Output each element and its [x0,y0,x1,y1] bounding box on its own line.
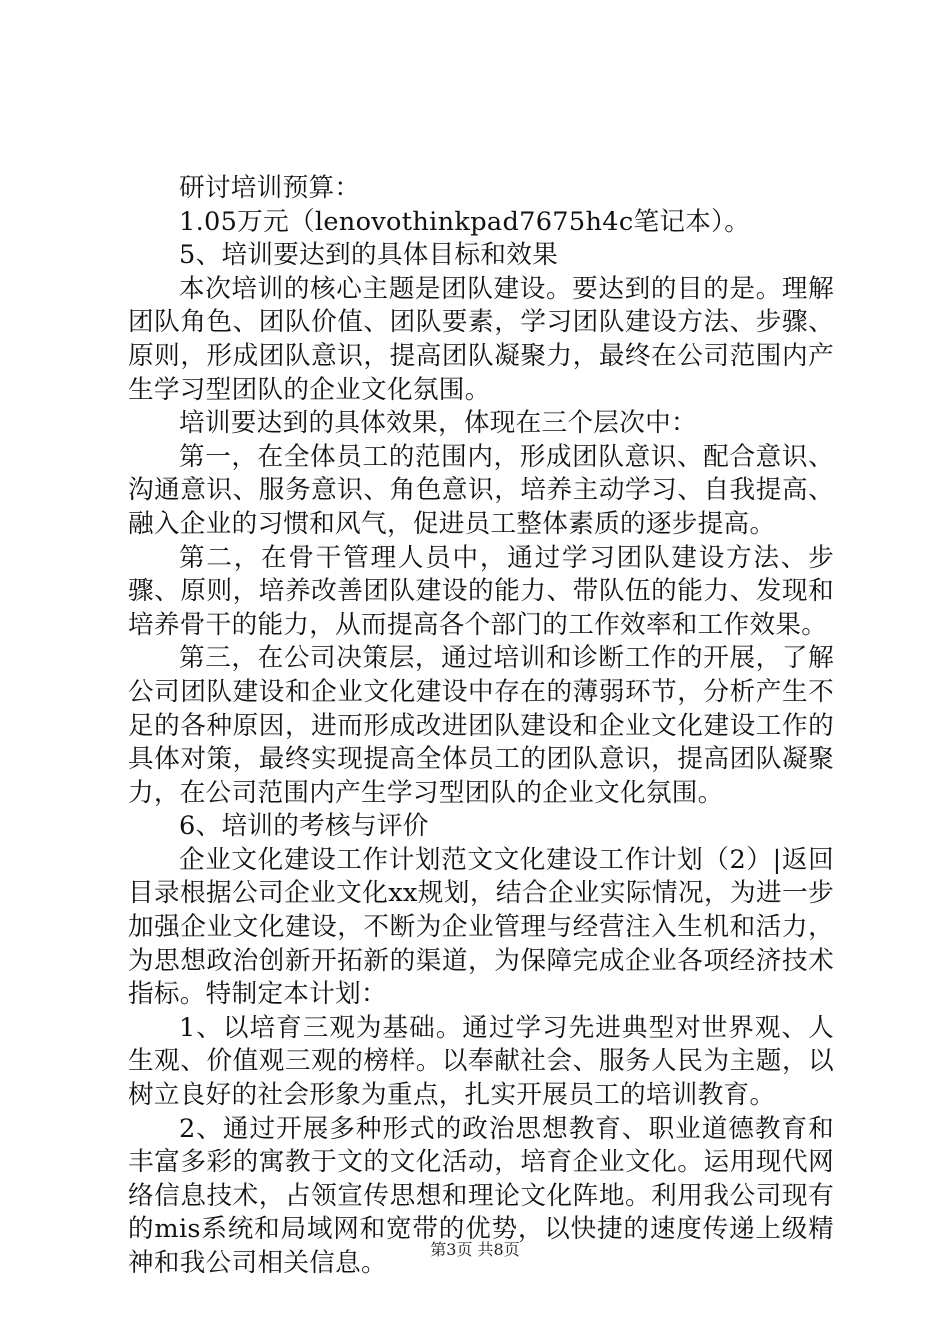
paragraph-section-6-heading: 6、培训的考核与评价 [179,811,429,842]
page-number-footer: 第3页 共8页 [430,1240,520,1259]
paragraph-second-level: 第二，在骨干管理人员中，通过学习团队建设方法、步骤、原则，培养改善团队建设的能力、带队伍的能力、发现和培养骨干的能力，从而提高各个部门的工作效率和工作效果。 [128,542,834,640]
paragraph-third-level: 第三，在公司决策层，通过培训和诊断工作的开展，了解公司团队建设和企业文化建设中存在的薄弱环节，分析产生不足的各种原因，进而形成改进团队建设和企业文化建设工作的具体对策，最终实现提高全体员工的团队意识，提高团队凝聚力，在公司范围内产生学习型团队的企业文化氛围。 [128,643,834,808]
paragraph-core-theme: 本次培训的核心主题是团队建设。要达到的目的是。理解团队角色、团队价值、团队要素，学习团队建设方法、步骤、原则，形成团队意识，提高团队凝聚力，最终在公司范围内产生学习型团队的企业文化氛围。 [128,273,834,405]
paragraph-effect-intro: 培训要达到的具体效果，体现在三个层次中： [179,408,697,439]
paragraph-item-1: 1、以培育三观为基础。通过学习先进典型对世界观、人生观、价值观三观的榜样。以奉献社会、服务人民为主题，以树立良好的社会形象为重点，扎实开展员工的培训教育。 [128,1012,834,1111]
paragraph-item-2: 2、通过开展多种形式的政治思想教育、职业道德教育和丰富多彩的寓教于文的文化活动，培育企业文化。运用现代网络信息技术，占领宣传思想和理论文化阵地。利用我公司现有的mis系统和局域网和宽带的优势，以快捷的速度传递上级精神和我公司相关信息。 [128,1113,834,1278]
paragraph-budget-amount: 1.05万元（lenovothinkpad7675h4c笔记本）。 [179,206,751,237]
paragraph-budget-heading: 研讨培训预算： [179,173,361,203]
document-body [128,172,834,1281]
paragraph-first-level: 第一，在全体员工的范围内，形成团队意识、配合意识、沟通意识、服务意识、角色意识，培养主动学习、自我提高、融入企业的习惯和风气，促进员工整体素质的逐步提高。 [128,441,834,539]
paragraph-culture-plan-intro: 企业文化建设工作计划范文文化建设工作计划（2）|返回目录根据公司企业文化xx规划，结合企业实际情况，为进一步加强企业文化建设，不断为企业管理与经营注入生机和活力，为思想政治创新开拓新的渠道，为保障完成企业各项经济技术指标。特制定本计划： [128,844,834,1010]
paragraph-section-5-heading: 5、培训要达到的具体目标和效果 [179,240,559,271]
